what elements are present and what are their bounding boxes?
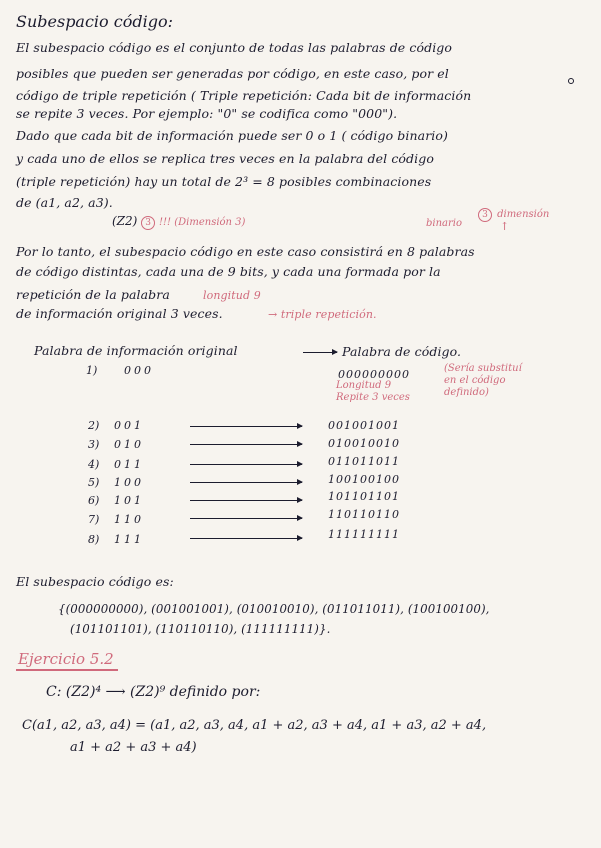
exercise-formula-line2: a1 + a2 + a3 + a4) bbox=[70, 740, 197, 755]
row7-output: 110110110 bbox=[328, 508, 400, 521]
header-arrow-icon bbox=[303, 352, 337, 353]
subspace-label: El subespacio código es: bbox=[16, 574, 174, 589]
row3-index: 3) bbox=[88, 438, 100, 451]
note-repite: Repite 3 veces bbox=[336, 392, 410, 403]
p3-line3a: repetición de la palabra bbox=[16, 287, 170, 302]
p1-line2: posibles que pueden ser generadas por código, en este caso, por el bbox=[16, 66, 449, 81]
row1-input: 000 bbox=[124, 364, 154, 377]
row5-arrow-icon bbox=[190, 482, 302, 483]
row1-output: 000000000 bbox=[338, 368, 410, 381]
ink-dot bbox=[568, 78, 574, 84]
row8-output: 111111111 bbox=[328, 528, 400, 541]
row5-output: 100100100 bbox=[328, 473, 400, 486]
row7-arrow-icon bbox=[190, 518, 302, 519]
up-arrow-icon: ↑ bbox=[500, 220, 510, 233]
table-header-original: Palabra de información original bbox=[34, 343, 238, 358]
row4-output: 011011011 bbox=[328, 455, 400, 468]
row4-arrow-icon bbox=[190, 464, 302, 465]
row2-arrow-icon bbox=[190, 426, 302, 427]
dimension-circle: 3 bbox=[478, 208, 492, 222]
exercise-formula-line1: C(a1, a2, a3, a4) = (a1, a2, a3, a4, a1 + a2, a3 + a4, a1 + a3, a2 + a4, bbox=[22, 718, 487, 733]
row6-index: 6) bbox=[88, 494, 100, 507]
p1-line1: El subespacio código es el conjunto de todas las palabras de código bbox=[16, 40, 453, 55]
subspace-line2: (101101101), (110110110), (111111111)}. bbox=[70, 622, 331, 636]
p1-line3: código de triple repetición ( Triple repetición: Cada bit de información bbox=[16, 88, 472, 103]
note-longitud: Longitud 9 bbox=[336, 380, 392, 391]
row7-input: 110 bbox=[114, 513, 144, 526]
exercise-title: Ejercicio 5.2 bbox=[18, 650, 114, 668]
row6-output: 101101101 bbox=[328, 490, 400, 503]
row8-index: 8) bbox=[88, 533, 100, 546]
note-seria-2: en el código bbox=[444, 375, 506, 386]
note-seria-3: definido) bbox=[444, 387, 489, 398]
row5-input: 100 bbox=[114, 476, 144, 489]
exponent-circle: 3 bbox=[141, 216, 155, 230]
subspace-line1: {(000000000), (001001001), (010010010), (011011011), (100100100), bbox=[58, 602, 490, 616]
page-title: Subespacio código: bbox=[16, 12, 173, 31]
row4-index: 4) bbox=[88, 458, 100, 471]
p2-line3: (triple repetición) hay un total de 2³ = 8 posibles combinaciones bbox=[16, 174, 432, 189]
table-header-code: Palabra de código. bbox=[342, 344, 462, 359]
note-z2-formula: (Z2) 3 !!! (Dimensión 3) bbox=[112, 214, 246, 228]
p3-triple: → triple repetición. bbox=[268, 308, 377, 321]
row3-arrow-icon bbox=[190, 444, 302, 445]
p2-line1: Dado que cada bit de información puede ser 0 o 1 ( código binario) bbox=[16, 128, 448, 143]
row8-input: 111 bbox=[114, 533, 144, 546]
exercise-definition: C: (Z2)⁴ ⟶ (Z2)⁹ definido por: bbox=[46, 684, 261, 700]
row6-input: 101 bbox=[114, 494, 144, 507]
note-dimension: !!! (Dimensión 3) bbox=[159, 217, 246, 228]
p1-line4: se repite 3 veces. Por ejemplo: "0" se codifica como "000"). bbox=[16, 106, 398, 121]
row8-arrow-icon bbox=[190, 538, 302, 539]
row6-arrow-icon bbox=[190, 500, 302, 501]
p3-longitud: longitud 9 bbox=[203, 289, 261, 302]
p3-line4a: de información original 3 veces. bbox=[16, 306, 223, 321]
p2-line2: y cada uno de ellos se replica tres veces en la palabra del código bbox=[16, 151, 434, 166]
note-seria-1: (Sería substituí bbox=[444, 363, 522, 374]
p3-line1: Por lo tanto, el subespacio código en este caso consistirá en 8 palabras bbox=[16, 244, 475, 259]
row2-input: 001 bbox=[114, 419, 144, 432]
exercise-underline bbox=[16, 669, 118, 671]
row5-index: 5) bbox=[88, 476, 100, 489]
row2-output: 001001001 bbox=[328, 419, 400, 432]
row3-output: 010010010 bbox=[328, 437, 400, 450]
p2-line4: de (a1, a2, a3). bbox=[16, 195, 113, 210]
row4-input: 011 bbox=[114, 458, 144, 471]
row1-index: 1) bbox=[86, 364, 98, 377]
row2-index: 2) bbox=[88, 419, 100, 432]
p3-line2: de código distintas, cada una de 9 bits, y cada una formada por la bbox=[16, 264, 441, 279]
note-dimension-right: 3 dimensión bbox=[478, 202, 549, 222]
row7-index: 7) bbox=[88, 513, 100, 526]
note-binario: binario bbox=[426, 218, 463, 229]
row3-input: 010 bbox=[114, 438, 144, 451]
